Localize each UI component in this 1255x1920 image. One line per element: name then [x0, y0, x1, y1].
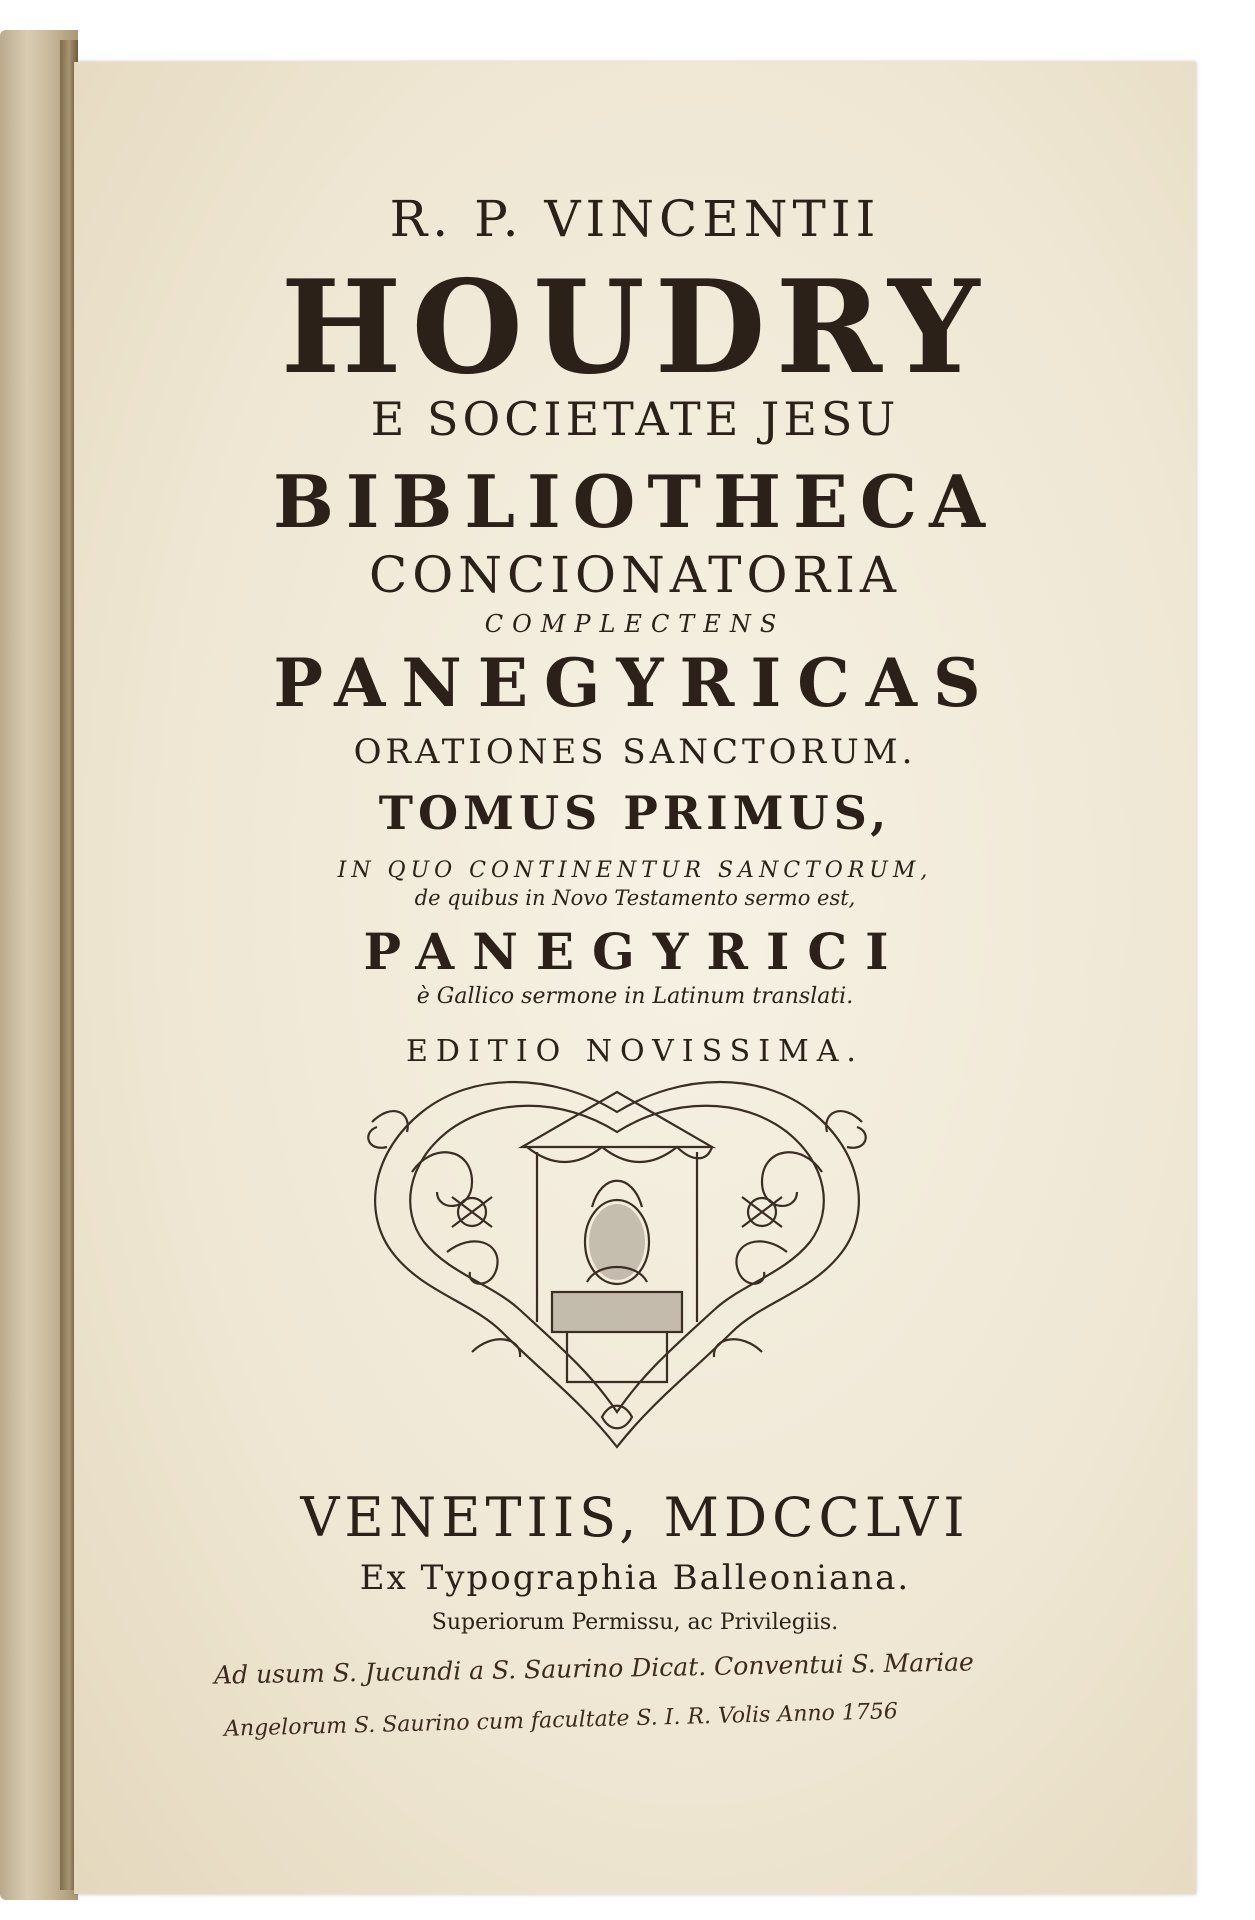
society-line: E SOCIETATE JESU [370, 392, 900, 446]
de-quibus-line: de quibus in Novo Testamento sermo est, [414, 886, 856, 910]
author-prefix: R. P. VINCENTII [389, 190, 881, 248]
tomus-line: TOMUS PRIMUS, [378, 786, 892, 840]
complectens-line: COMPLECTENS [484, 610, 786, 638]
work-title-2: CONCIONATORIA [369, 546, 901, 604]
handwritten-inscription-line-2: Angelorum S. Saurino cum facultate S. I. R. Volis Anno 1756 [223, 1699, 899, 1742]
gallico-line: è Gallico sermone in Latinum translati. [416, 984, 854, 1009]
permission-line: Superiorum Permissu, ac Privilegiis. [431, 1610, 839, 1635]
place-date-line: VENETIIS, MDCCLVI [300, 1486, 970, 1549]
orationes-line: ORATIONES SANCTORUM. [353, 732, 917, 772]
printer-line: Ex Typographia Balleoniana. [359, 1558, 911, 1598]
editio-line: EDITIO NOVISSIMA. [406, 1034, 864, 1069]
author-name: HOUDRY [280, 253, 990, 403]
panegyricas-line: PANEGYRICAS [273, 644, 997, 722]
title-page [74, 62, 1196, 1894]
work-title: BIBLIOTHECA [272, 459, 998, 544]
panegyrici-line: PANEGYRICI [363, 922, 907, 981]
handwritten-inscription-line-1: Ad usum S. Jucundi a S. Saurino Dicat. Conventui S. Mariae [213, 1647, 975, 1690]
in-quo-line: IN QUO CONTINENTUR SANCTORUM, [337, 858, 933, 883]
printer-vignette-ornament [352, 1052, 882, 1452]
